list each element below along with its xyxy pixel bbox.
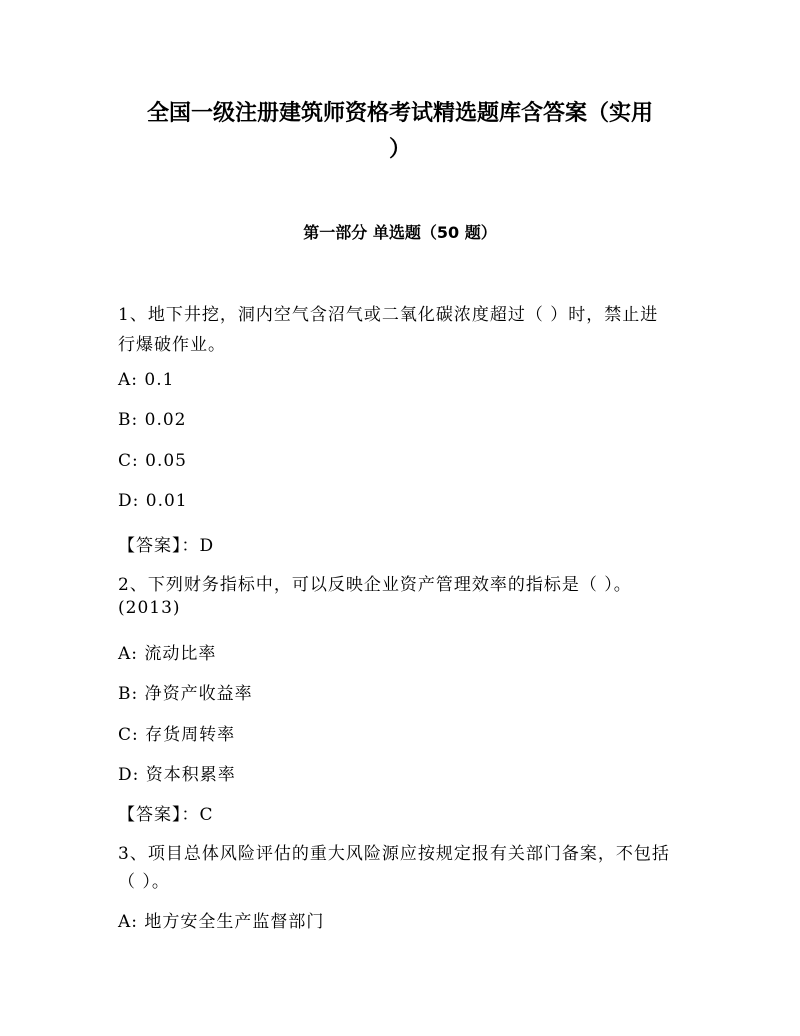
question-2-stem-line-2: (2013) (118, 598, 181, 618)
question-1-option-d: D: 0.01 (118, 491, 188, 511)
question-1-answer: 【答案】：D (118, 536, 215, 556)
question-1-option-a: A: 0.1 (118, 370, 175, 390)
question-2-option-d: D: 资本积累率 (118, 765, 236, 785)
section-heading: 第一部分 单选题（50 题） (303, 223, 497, 242)
question-1-stem-line-2: 行爆破作业。 (118, 335, 226, 355)
question-2-option-b: B: 净资产收益率 (118, 684, 253, 704)
document-title-line-2: ） (388, 136, 411, 162)
question-1-option-c: C: 0.05 (118, 451, 187, 471)
question-3-option-a: A: 地方安全生产监督部门 (118, 912, 325, 932)
question-3-stem-line-2: （ ）。 (118, 872, 170, 892)
question-2-stem-line-1: 2、下列财务指标中，可以反映企业资产管理效率的指标是（ ）。 (118, 575, 632, 595)
question-2-option-c: C: 存货周转率 (118, 725, 236, 745)
document-title-line-1: 全国一级注册建筑师资格考试精选题库含答案（实用 (146, 100, 653, 126)
question-1-stem-line-1: 1、地下井挖，洞内空气含沼气或二氧化碳浓度超过（ ）时，禁止进 (118, 305, 659, 325)
question-2-answer: 【答案】：C (118, 805, 214, 825)
question-3-stem-line-1: 3、项目总体风险评估的重大风险源应按规定报有关部门备案，不包括 (118, 844, 670, 864)
question-2-option-a: A: 流动比率 (118, 644, 217, 664)
question-1-option-b: B: 0.02 (118, 410, 187, 430)
